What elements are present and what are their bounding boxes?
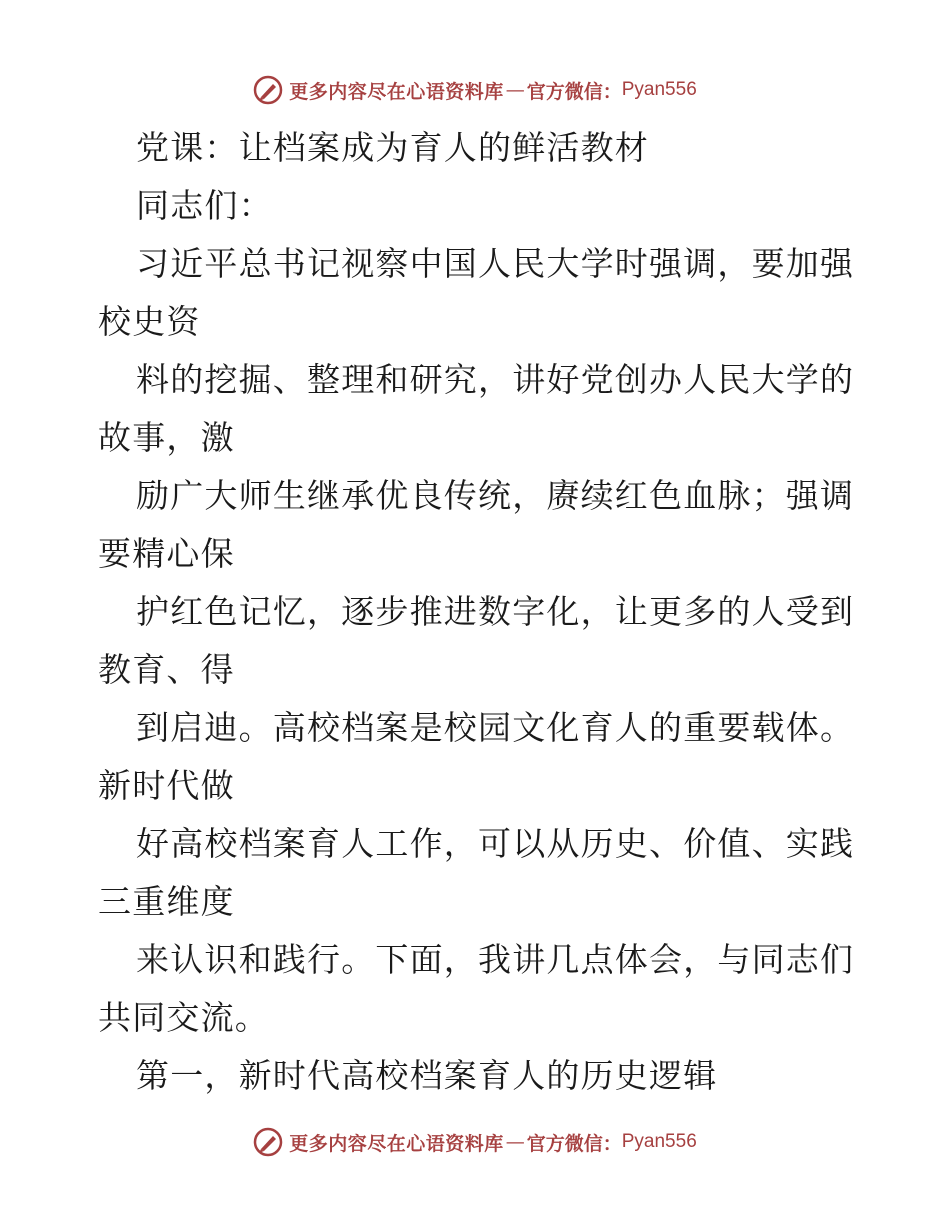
paragraph-line: 料的挖掘、整理和研究，讲好党创办人民大学的 [136,360,855,399]
document-title: 党课：让档案成为育人的鲜活教材 [136,128,649,167]
paragraph-line: 新时代做 [98,766,235,805]
section-heading: 第一，新时代高校档案育人的历史逻辑 [136,1056,718,1095]
paragraph-line: 共同交流。 [98,998,269,1037]
paragraph-line: 好高校档案育人工作，可以从历史、价值、实践 [136,824,855,863]
header-wechat-label: 官方微信： [526,80,622,103]
footer-banner [0,1122,950,1162]
footer-banner-separator: — [505,1131,525,1153]
pen-logo-icon [253,75,283,105]
pen-logo-icon [253,1127,283,1157]
paragraph-line: 习近平总书记视察中国人民大学时强调，要加强 [136,244,855,283]
paragraph-line: 故事，激 [98,418,235,457]
header-wechat-id: Pyan556 [621,79,697,100]
paragraph-line: 到启迪。高校档案是校园文化育人的重要载体。 [136,708,855,747]
salutation: 同志们： [136,186,273,225]
footer-wechat-id: Pyan556 [621,1131,697,1152]
paragraph-line: 护红色记忆，逐步推进数字化，让更多的人受到 [136,592,855,631]
footer-wechat-label: 官方微信： [526,1132,622,1155]
paragraph-line: 校史资 [98,302,201,341]
paragraph-line: 来认识和践行。下面，我讲几点体会，与同志们 [136,940,855,979]
header-banner-text: 更多内容尽在心语资料库 [289,80,504,103]
header-banner [0,70,950,110]
paragraph-line: 三重维度 [98,882,235,921]
footer-banner-text: 更多内容尽在心语资料库 [289,1132,504,1155]
paragraph-line: 教育、得 [98,650,235,689]
header-banner-separator: — [505,79,525,101]
paragraph-line: 励广大师生继承优良传统，赓续红色血脉；强调 [136,476,855,515]
paragraph-line: 要精心保 [98,534,235,573]
